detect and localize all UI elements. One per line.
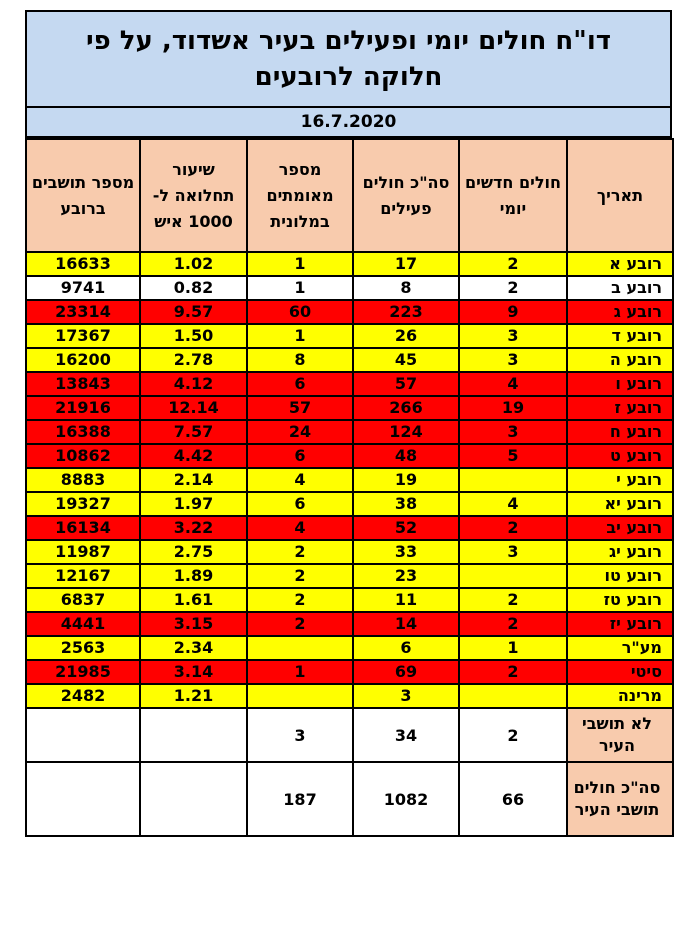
- table-row: [26, 636, 673, 660]
- table-row: [26, 684, 673, 708]
- residents-cell: 21916: [26, 396, 140, 420]
- rate-cell: 0.82: [140, 276, 247, 300]
- districts-table: [25, 138, 674, 837]
- district-name: רובע ז: [567, 396, 673, 420]
- total-active-cell: 19: [353, 468, 459, 492]
- report-title: [25, 10, 672, 108]
- rate-cell: 1.50: [140, 324, 247, 348]
- daily-new-cell: 9: [459, 300, 567, 324]
- report-sheet: [25, 10, 672, 837]
- daily-new-cell: 66: [459, 762, 567, 836]
- residents-cell: 21985: [26, 660, 140, 684]
- header-residents: מספר תושבים ברובע: [26, 139, 140, 252]
- total-active-cell: 23: [353, 564, 459, 588]
- table-row: [26, 540, 673, 564]
- hotel-cell: 187: [247, 762, 353, 836]
- hotel-cell: 1: [247, 252, 353, 276]
- residents-cell: 11987: [26, 540, 140, 564]
- hotel-cell: 60: [247, 300, 353, 324]
- daily-new-cell: 2: [459, 708, 567, 762]
- total-active-cell: 11: [353, 588, 459, 612]
- table-row: [26, 444, 673, 468]
- district-name: רובע ט: [567, 444, 673, 468]
- district-name: סה"כ חולים תושבי העיר: [567, 762, 673, 836]
- table-row: [26, 564, 673, 588]
- total-active-cell: 8: [353, 276, 459, 300]
- hotel-cell: 2: [247, 612, 353, 636]
- table-row: [26, 300, 673, 324]
- header-hotel-confirmed: מספר מאומתים במלונית: [247, 139, 353, 252]
- total-active-cell: 3: [353, 684, 459, 708]
- total-active-cell: 38: [353, 492, 459, 516]
- daily-new-cell: 4: [459, 492, 567, 516]
- total-active-cell: 26: [353, 324, 459, 348]
- residents-cell: 12167: [26, 564, 140, 588]
- residents-cell: 9741: [26, 276, 140, 300]
- residents-cell: [26, 762, 140, 836]
- rate-cell: 4.42: [140, 444, 247, 468]
- hotel-cell: [247, 684, 353, 708]
- residents-cell: 8883: [26, 468, 140, 492]
- daily-new-cell: 2: [459, 588, 567, 612]
- daily-new-cell: 3: [459, 540, 567, 564]
- daily-new-cell: 2: [459, 660, 567, 684]
- hotel-cell: 6: [247, 492, 353, 516]
- total-active-cell: 6: [353, 636, 459, 660]
- header-row: [26, 139, 673, 252]
- residents-cell: 16134: [26, 516, 140, 540]
- table-row: [26, 708, 673, 762]
- daily-new-cell: [459, 684, 567, 708]
- daily-new-cell: 3: [459, 348, 567, 372]
- district-name: רובע ו: [567, 372, 673, 396]
- table-row: [26, 516, 673, 540]
- hotel-cell: 4: [247, 516, 353, 540]
- table-row: [26, 372, 673, 396]
- table-body: [26, 252, 673, 836]
- table-row: [26, 762, 673, 836]
- hotel-cell: 2: [247, 564, 353, 588]
- district-name: רובע י: [567, 468, 673, 492]
- hotel-cell: [247, 636, 353, 660]
- total-active-cell: 52: [353, 516, 459, 540]
- district-name: לא תושבי העיר: [567, 708, 673, 762]
- daily-new-cell: 4: [459, 372, 567, 396]
- residents-cell: 23314: [26, 300, 140, 324]
- rate-cell: 1.97: [140, 492, 247, 516]
- header-infection-rate: שיעור תחלואה ל- 1000 איש: [140, 139, 247, 252]
- residents-cell: 16633: [26, 252, 140, 276]
- district-name: רובע ד: [567, 324, 673, 348]
- residents-cell: 16388: [26, 420, 140, 444]
- table-row: [26, 324, 673, 348]
- total-active-cell: 124: [353, 420, 459, 444]
- rate-cell: 7.57: [140, 420, 247, 444]
- table-row: [26, 276, 673, 300]
- table-row: [26, 660, 673, 684]
- report-date: 16.7.2020: [25, 108, 672, 138]
- hotel-cell: 6: [247, 444, 353, 468]
- rate-cell: 3.15: [140, 612, 247, 636]
- daily-new-cell: [459, 564, 567, 588]
- rate-cell: 1.61: [140, 588, 247, 612]
- district-name: רובע א: [567, 252, 673, 276]
- residents-cell: 4441: [26, 612, 140, 636]
- table-row: [26, 492, 673, 516]
- district-name: רובע יב: [567, 516, 673, 540]
- rate-cell: 1.21: [140, 684, 247, 708]
- district-name: רובע יא: [567, 492, 673, 516]
- total-active-cell: 48: [353, 444, 459, 468]
- district-name: רובע יג: [567, 540, 673, 564]
- hotel-cell: 57: [247, 396, 353, 420]
- total-active-cell: 1082: [353, 762, 459, 836]
- hotel-cell: 2: [247, 540, 353, 564]
- residents-cell: 17367: [26, 324, 140, 348]
- rate-cell: 1.02: [140, 252, 247, 276]
- residents-cell: [26, 708, 140, 762]
- rate-cell: 3.22: [140, 516, 247, 540]
- rate-cell: 2.14: [140, 468, 247, 492]
- district-name: סיטי: [567, 660, 673, 684]
- total-active-cell: 223: [353, 300, 459, 324]
- residents-cell: 2482: [26, 684, 140, 708]
- rate-cell: [140, 762, 247, 836]
- hotel-cell: 1: [247, 276, 353, 300]
- rate-cell: 9.57: [140, 300, 247, 324]
- residents-cell: 10862: [26, 444, 140, 468]
- rate-cell: 2.34: [140, 636, 247, 660]
- daily-new-cell: 19: [459, 396, 567, 420]
- hotel-cell: 3: [247, 708, 353, 762]
- title-line-1: דו"ח חולים יומי ופעילים בעיר אשדוד, על פי: [85, 26, 612, 56]
- residents-cell: 19327: [26, 492, 140, 516]
- hotel-cell: 1: [247, 660, 353, 684]
- residents-cell: 2563: [26, 636, 140, 660]
- rate-cell: 3.14: [140, 660, 247, 684]
- district-name: מרינה: [567, 684, 673, 708]
- total-active-cell: 69: [353, 660, 459, 684]
- hotel-cell: 4: [247, 468, 353, 492]
- daily-new-cell: 2: [459, 516, 567, 540]
- district-name: מע"ר: [567, 636, 673, 660]
- hotel-cell: 6: [247, 372, 353, 396]
- title-line-2: חלוקה לרובעים: [254, 62, 443, 92]
- rate-cell: 2.75: [140, 540, 247, 564]
- header-date: תאריך: [567, 139, 673, 252]
- total-active-cell: 34: [353, 708, 459, 762]
- total-active-cell: 57: [353, 372, 459, 396]
- table-row: [26, 348, 673, 372]
- table-row: [26, 612, 673, 636]
- district-name: רובע ג: [567, 300, 673, 324]
- district-name: רובע ח: [567, 420, 673, 444]
- header-total-active: סה"כ חולים פעילים: [353, 139, 459, 252]
- table-row: [26, 252, 673, 276]
- hotel-cell: 8: [247, 348, 353, 372]
- rate-cell: 4.12: [140, 372, 247, 396]
- daily-new-cell: [459, 468, 567, 492]
- daily-new-cell: 1: [459, 636, 567, 660]
- total-active-cell: 33: [353, 540, 459, 564]
- table-row: [26, 420, 673, 444]
- rate-cell: [140, 708, 247, 762]
- table-row: [26, 468, 673, 492]
- district-name: רובע יז: [567, 612, 673, 636]
- rate-cell: 12.14: [140, 396, 247, 420]
- table-row: [26, 396, 673, 420]
- total-active-cell: 17: [353, 252, 459, 276]
- district-name: רובע ב: [567, 276, 673, 300]
- hotel-cell: 2: [247, 588, 353, 612]
- table-row: [26, 588, 673, 612]
- daily-new-cell: 2: [459, 252, 567, 276]
- rate-cell: 1.89: [140, 564, 247, 588]
- district-name: רובע טו: [567, 564, 673, 588]
- hotel-cell: 1: [247, 324, 353, 348]
- daily-new-cell: 2: [459, 612, 567, 636]
- district-name: רובע ה: [567, 348, 673, 372]
- hotel-cell: 24: [247, 420, 353, 444]
- residents-cell: 6837: [26, 588, 140, 612]
- daily-new-cell: 3: [459, 420, 567, 444]
- total-active-cell: 266: [353, 396, 459, 420]
- total-active-cell: 14: [353, 612, 459, 636]
- header-daily-new: חולים חדשים יומי: [459, 139, 567, 252]
- residents-cell: 13843: [26, 372, 140, 396]
- daily-new-cell: 2: [459, 276, 567, 300]
- daily-new-cell: 5: [459, 444, 567, 468]
- residents-cell: 16200: [26, 348, 140, 372]
- total-active-cell: 45: [353, 348, 459, 372]
- rate-cell: 2.78: [140, 348, 247, 372]
- district-name: רובע טז: [567, 588, 673, 612]
- daily-new-cell: 3: [459, 324, 567, 348]
